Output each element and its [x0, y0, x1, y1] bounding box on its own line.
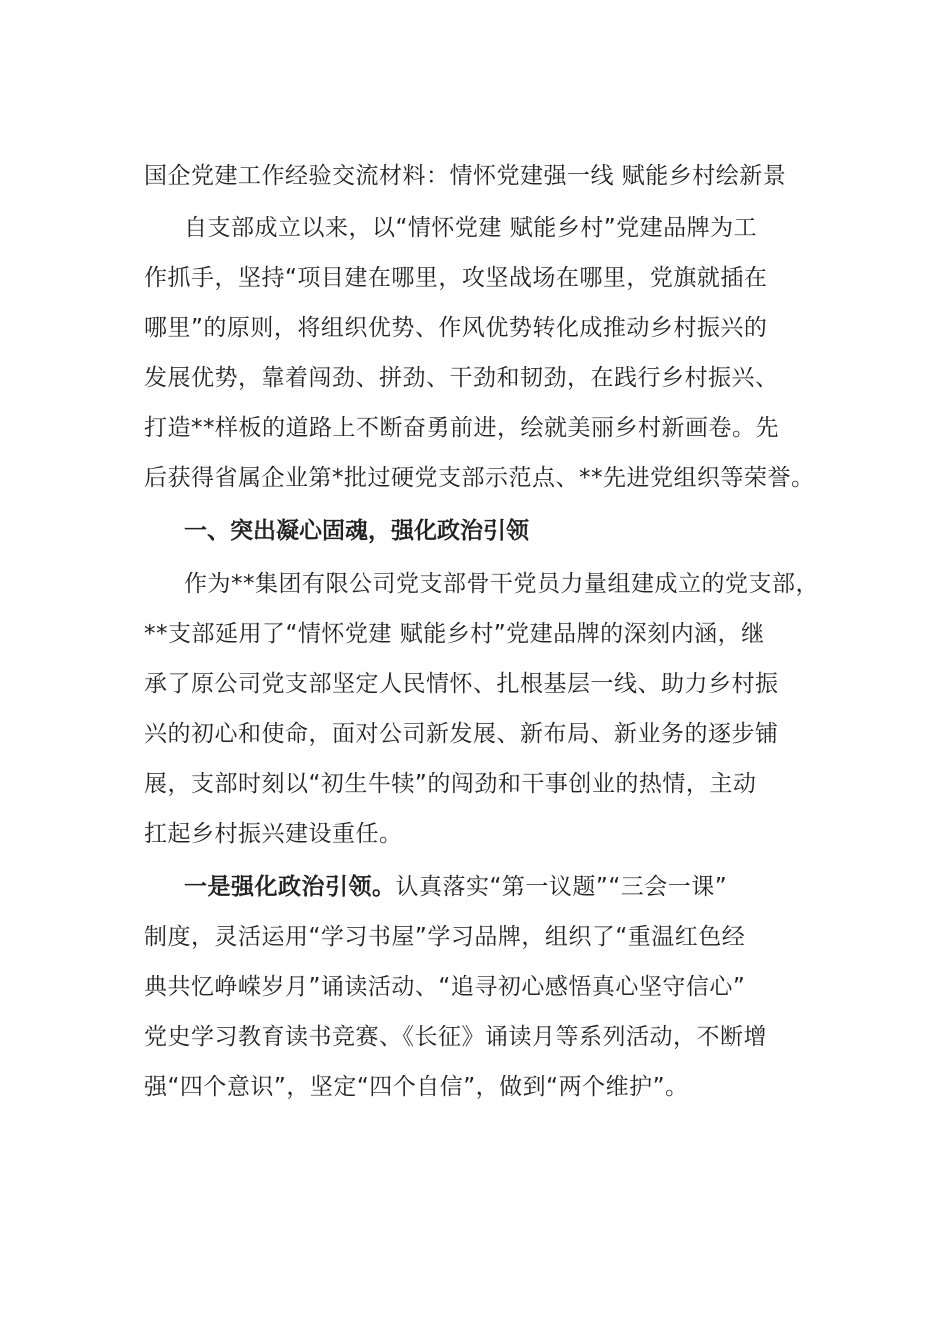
paragraph-line: 作为**集团有限公司党支部骨干党员力量组建成立的党支部， [184, 571, 819, 597]
paragraph-line: 制度，灵活运用“学习书屋”学习品牌，组织了“重温红色经 [144, 924, 746, 950]
document-title: 国企党建工作经验交流材料：情怀党建强一线 赋能乡村绘新景 [144, 163, 787, 189]
section-heading: 一、突出凝心固魂，强化政治引领 [184, 518, 529, 544]
section-paragraph [144, 559, 819, 859]
point-lead-rest: 认真落实“第一议题”“三会一课” [395, 874, 728, 900]
point-paragraph [144, 862, 812, 1112]
intro-paragraph [144, 203, 815, 503]
paragraph-line: 党史学习教育读书竞赛、《长征》诵读月等系列活动，不断增 [144, 1024, 767, 1050]
paragraph-line: 发展优势，靠着闯劲、拼劲、干劲和韧劲，在践行乡村振兴、 [144, 365, 779, 391]
document-page [144, 152, 819, 1112]
point-lead: 一是强化政治引领。 [184, 874, 396, 900]
paragraph-line: 强“四个意识”，坚定“四个自信”，做到“两个维护”。 [144, 1074, 689, 1100]
paragraph-line: 典共忆峥嵘岁月”诵读活动、“追寻初心感悟真心坚守信心” [144, 974, 746, 1000]
paragraph-line: 作抓手，坚持“项目建在哪里，攻坚战场在哪里，党旗就插在 [144, 265, 768, 291]
paragraph-line: 兴的初心和使命，面对公司新发展、新布局、新业务的逐步铺 [144, 721, 779, 747]
paragraph-line: 展，支部时刻以“初生牛犊”的闯劲和干事创业的热情，主动 [144, 771, 757, 797]
paragraph-line: 自支部成立以来，以“情怀党建 赋能乡村”党建品牌为工 [184, 215, 758, 241]
paragraph-line: 打造**样板的道路上不断奋勇前进，绘就美丽乡村新画卷。先 [144, 415, 779, 441]
paragraph-line: 哪里”的原则，将组织优势、作风优势转化成推动乡村振兴的 [144, 315, 768, 341]
paragraph-line: 承了原公司党支部坚定人民情怀、扎根基层一线、助力乡村振 [144, 671, 779, 697]
paragraph-line: 扛起乡村振兴建设重任。 [144, 821, 403, 847]
paragraph-line [144, 862, 812, 912]
paragraph-line: **支部延用了“情怀党建 赋能乡村”党建品牌的深刻内涵，继 [144, 621, 765, 647]
paragraph-line: 后获得省属企业第*批过硬党支部示范点、**先进党组织等荣誉。 [144, 465, 815, 491]
